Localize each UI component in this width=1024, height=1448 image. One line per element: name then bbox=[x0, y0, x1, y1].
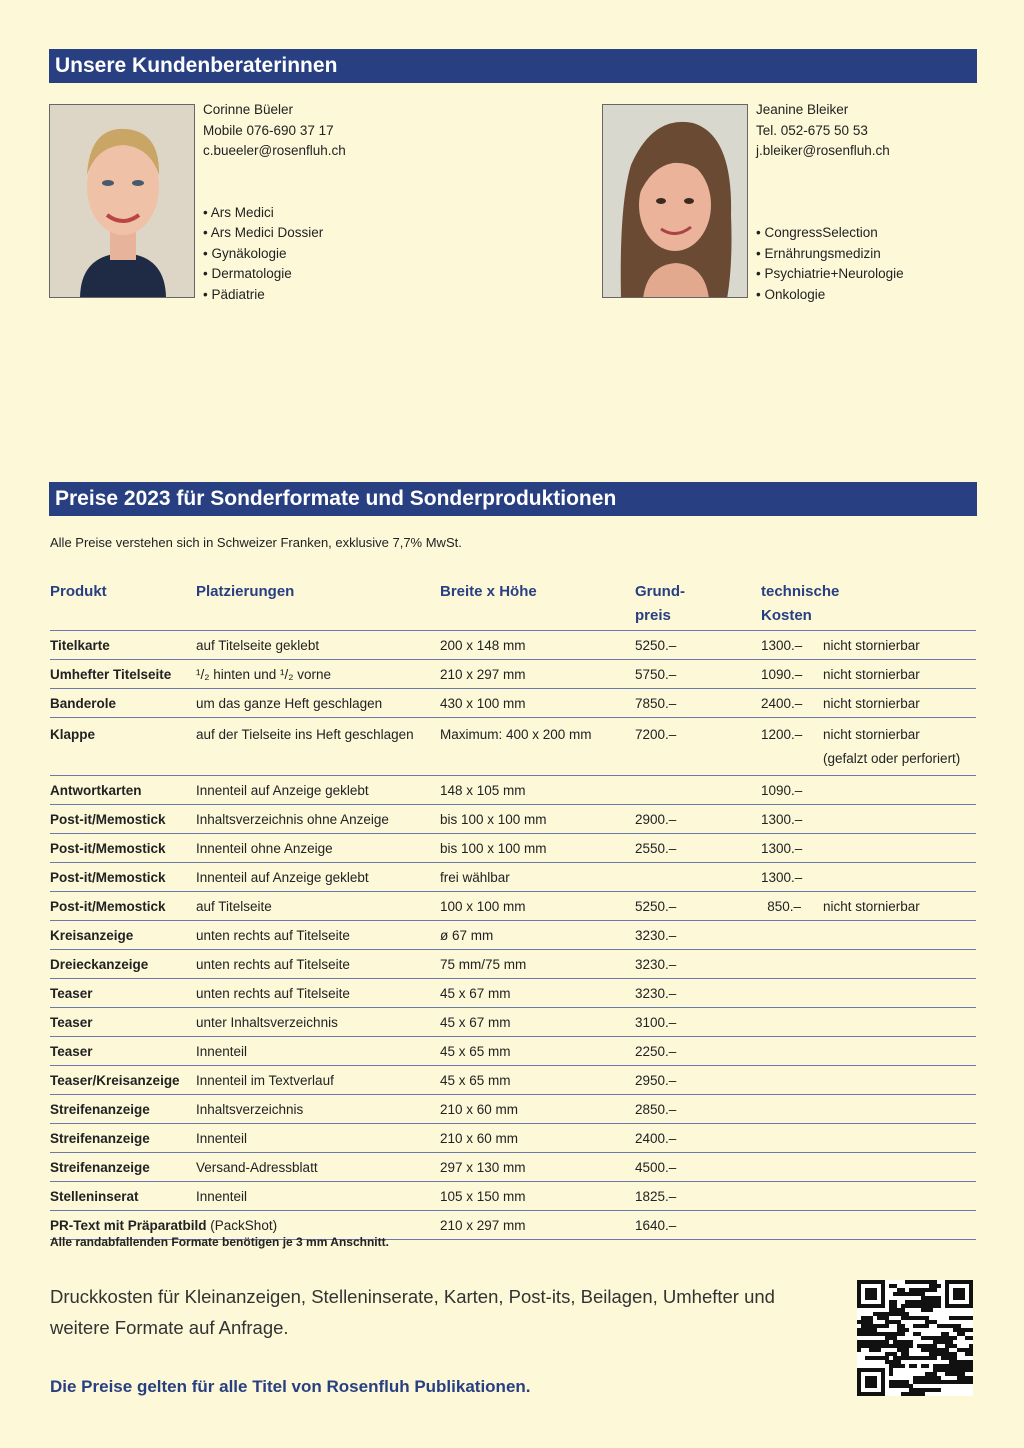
cell-base-price: 1825.– bbox=[635, 1182, 761, 1211]
cell-base-price: 3100.– bbox=[635, 1008, 761, 1037]
cell-product: Banderole bbox=[50, 689, 196, 718]
cell-tech-cost: 1300.– bbox=[761, 834, 823, 863]
cell-base-price bbox=[635, 776, 761, 805]
cell-placement: auf Titelseite geklebt bbox=[196, 631, 440, 660]
cell-tech-cost: 2400.– bbox=[761, 689, 823, 718]
cell-base-price: 3230.– bbox=[635, 950, 761, 979]
cell-tech-cost bbox=[761, 921, 823, 950]
cell-product: Titelkarte bbox=[50, 631, 196, 660]
cell-remark bbox=[823, 1182, 976, 1211]
cell-remark bbox=[823, 979, 976, 1008]
cell-placement: Versand-Adressblatt bbox=[196, 1153, 440, 1182]
cell-remark bbox=[823, 1211, 976, 1240]
cell-remark bbox=[823, 863, 976, 892]
cell-tech-cost bbox=[761, 1066, 823, 1095]
cell-size: bis 100 x 100 mm bbox=[440, 834, 635, 863]
cell-remark: nicht stornierbar bbox=[823, 892, 976, 921]
table-row bbox=[50, 1095, 976, 1124]
cell-product: Streifenanzeige bbox=[50, 1153, 196, 1182]
advisor-photo-bueeler bbox=[49, 104, 195, 298]
table-row bbox=[50, 689, 976, 718]
cell-remark bbox=[823, 834, 976, 863]
cell-placement: Inhaltsverzeichnis bbox=[196, 1095, 440, 1124]
cell-remark bbox=[823, 1095, 976, 1124]
cell-placement: Inhaltsverzeichnis ohne Anzeige bbox=[196, 805, 440, 834]
cell-tech-cost bbox=[761, 950, 823, 979]
cell-tech-cost: 850.– bbox=[761, 892, 823, 921]
col-header-product: Produkt bbox=[50, 578, 196, 631]
cell-product: Streifenanzeige bbox=[50, 1124, 196, 1153]
table-row bbox=[50, 979, 976, 1008]
cell-size: frei wählbar bbox=[440, 863, 635, 892]
table-row bbox=[50, 660, 976, 689]
advisor-name: Jeanine Bleiker bbox=[756, 102, 849, 117]
cell-remark bbox=[823, 1124, 976, 1153]
cell-size: 100 x 100 mm bbox=[440, 892, 635, 921]
advisor-contact-bueeler bbox=[203, 100, 346, 305]
cell-product: Teaser bbox=[50, 1037, 196, 1066]
advisor-title: • Onkologie bbox=[756, 286, 826, 302]
cell-tech-cost: 1300.– bbox=[761, 863, 823, 892]
cell-tech-cost: 1300.– bbox=[761, 631, 823, 660]
advisor-phone: Mobile 076-690 37 17 bbox=[203, 122, 334, 138]
prices-heading: Preise 2023 für Sonderformate und Sonderproduktionen bbox=[49, 482, 977, 516]
cell-tech-cost bbox=[761, 1124, 823, 1153]
cell-tech-cost bbox=[761, 1008, 823, 1037]
cell-product: Post-it/Memostick bbox=[50, 863, 196, 892]
advisor-email[interactable]: c.bueeler@rosenfluh.ch bbox=[203, 143, 346, 158]
bleed-footnote: Alle randabfallenden Formate benötigen je 3 mm Anschnitt. bbox=[50, 1235, 389, 1249]
cell-size: 200 x 148 mm bbox=[440, 631, 635, 660]
cell-base-price: 2400.– bbox=[635, 1124, 761, 1153]
cell-product: Post-it/Memostick bbox=[50, 834, 196, 863]
cell-remark: nicht stornierbar (gefalzt oder perforiert) bbox=[823, 718, 976, 776]
cell-tech-cost: 1300.– bbox=[761, 805, 823, 834]
cell-product: Umhefter Titelseite bbox=[50, 660, 196, 689]
col-header-tech-costs: technische Kosten bbox=[761, 578, 976, 631]
cell-remark bbox=[823, 950, 976, 979]
cell-size: 45 x 67 mm bbox=[440, 1008, 635, 1037]
cell-remark: nicht stornierbar bbox=[823, 660, 976, 689]
cell-base-price: 5250.– bbox=[635, 631, 761, 660]
table-row bbox=[50, 631, 976, 660]
cell-size: 210 x 297 mm bbox=[440, 1211, 635, 1240]
cell-placement: Innenteil bbox=[196, 1037, 440, 1066]
cell-base-price: 3230.– bbox=[635, 979, 761, 1008]
table-row bbox=[50, 1008, 976, 1037]
cell-size: bis 100 x 100 mm bbox=[440, 805, 635, 834]
advisor-title: • CongressSelection bbox=[756, 225, 878, 240]
cell-placement: Innenteil bbox=[196, 1182, 440, 1211]
table-row bbox=[50, 921, 976, 950]
cell-placement: unten rechts auf Titelseite bbox=[196, 950, 440, 979]
advisor-phone: Tel. 052-675 50 53 bbox=[756, 122, 868, 138]
cell-base-price: 2900.– bbox=[635, 805, 761, 834]
cell-placement: Innenteil im Textverlauf bbox=[196, 1066, 440, 1095]
cell-remark bbox=[823, 1037, 976, 1066]
advisor-email[interactable]: j.bleiker@rosenfluh.ch bbox=[756, 143, 890, 158]
table-row bbox=[50, 863, 976, 892]
table-row bbox=[50, 1066, 976, 1095]
cell-remark: nicht stornierbar bbox=[823, 689, 976, 718]
advisor-title: • Pädiatrie bbox=[203, 286, 265, 302]
cell-placement: Innenteil bbox=[196, 1124, 440, 1153]
cell-placement: auf der Tielseite ins Heft geschlagen bbox=[196, 718, 440, 776]
col-header-placement: Platzierungen bbox=[196, 578, 440, 631]
cell-product: Streifenanzeige bbox=[50, 1095, 196, 1124]
cell-remark bbox=[823, 921, 976, 950]
cell-product: Post-it/Memostick bbox=[50, 892, 196, 921]
cell-placement: Innenteil auf Anzeige geklebt bbox=[196, 776, 440, 805]
print-costs-note: Druckkosten für Kleinanzeigen, Stelleninserate, Karten, Post-its, Beilagen, Umhefter und weitere Formate auf Anfrage. bbox=[50, 1286, 775, 1338]
cell-base-price: 2250.– bbox=[635, 1037, 761, 1066]
cell-size: 210 x 60 mm bbox=[440, 1095, 635, 1124]
table-row bbox=[50, 805, 976, 834]
all-titles-note: Die Preise gelten für alle Titel von Rosenfluh Publikationen. bbox=[50, 1377, 531, 1396]
col-header-size: Breite x Höhe bbox=[440, 578, 635, 631]
cell-product: Post-it/Memostick bbox=[50, 805, 196, 834]
cell-tech-cost bbox=[761, 1211, 823, 1240]
cell-base-price: 2550.– bbox=[635, 834, 761, 863]
cell-remark bbox=[823, 776, 976, 805]
cell-placement: unter Inhaltsverzeichnis bbox=[196, 1008, 440, 1037]
cell-product: Stelleninserat bbox=[50, 1182, 196, 1211]
cell-size: 45 x 67 mm bbox=[440, 979, 635, 1008]
cell-placement: unten rechts auf Titelseite bbox=[196, 979, 440, 1008]
cell-product: Teaser/Kreisanzeige bbox=[50, 1066, 196, 1095]
advisor-title: • Gynäkologie bbox=[203, 245, 287, 261]
cell-product: Kreisanzeige bbox=[50, 921, 196, 950]
advisors-heading: Unsere Kundenberaterinnen bbox=[49, 49, 977, 83]
advisor-title: • Ars Medici bbox=[203, 204, 274, 220]
cell-tech-cost: 1090.– bbox=[761, 776, 823, 805]
cell-tech-cost bbox=[761, 1182, 823, 1211]
cell-placement: Innenteil auf Anzeige geklebt bbox=[196, 863, 440, 892]
currency-note: Alle Preise verstehen sich in Schweizer Franken, exklusive 7,7% MwSt. bbox=[50, 535, 462, 550]
cell-base-price: 5750.– bbox=[635, 660, 761, 689]
table-row bbox=[50, 776, 976, 805]
cell-base-price: 3230.– bbox=[635, 921, 761, 950]
cell-product: Dreieckanzeige bbox=[50, 950, 196, 979]
cell-size: 430 x 100 mm bbox=[440, 689, 635, 718]
advisor-contact-bleiker bbox=[756, 100, 904, 305]
cell-tech-cost: 1200.– bbox=[761, 718, 823, 776]
cell-product: Antwortkarten bbox=[50, 776, 196, 805]
cell-product: Teaser bbox=[50, 979, 196, 1008]
price-table-header bbox=[50, 578, 976, 631]
cell-placement: auf Titelseite bbox=[196, 892, 440, 921]
cell-placement: ¹/₂ hinten und ¹/₂ vorne bbox=[196, 660, 440, 689]
cell-size: 210 x 297 mm bbox=[440, 660, 635, 689]
advisor-photo-bleiker bbox=[602, 104, 748, 298]
cell-tech-cost: 1090.– bbox=[761, 660, 823, 689]
table-row bbox=[50, 1153, 976, 1182]
price-table bbox=[50, 578, 976, 1240]
table-row bbox=[50, 1037, 976, 1066]
cell-base-price: 2850.– bbox=[635, 1095, 761, 1124]
cell-remark bbox=[823, 805, 976, 834]
cell-remark bbox=[823, 1153, 976, 1182]
cell-base-price: 7200.– bbox=[635, 718, 761, 776]
cell-size: ø 67 mm bbox=[440, 921, 635, 950]
cell-size: 148 x 105 mm bbox=[440, 776, 635, 805]
table-row bbox=[50, 834, 976, 863]
qr-code-icon[interactable] bbox=[857, 1280, 973, 1396]
cell-product: Klappe bbox=[50, 718, 196, 776]
cell-remark: nicht stornierbar bbox=[823, 631, 976, 660]
table-row bbox=[50, 1182, 976, 1211]
cell-base-price bbox=[635, 863, 761, 892]
cell-product: PR-Text mit Präparatbild (PackShot) bbox=[50, 1211, 440, 1240]
advisor-title: • Ernährungsmedizin bbox=[756, 245, 881, 261]
col-header-base-price: Grund- preis bbox=[635, 578, 761, 631]
cell-size: 75 mm/75 mm bbox=[440, 950, 635, 979]
cell-placement: Innenteil ohne Anzeige bbox=[196, 834, 440, 863]
cell-base-price: 1640.– bbox=[635, 1211, 761, 1240]
cell-remark bbox=[823, 1066, 976, 1095]
cell-base-price: 4500.– bbox=[635, 1153, 761, 1182]
cell-size: 297 x 130 mm bbox=[440, 1153, 635, 1182]
advisor-title: • Ars Medici Dossier bbox=[203, 225, 324, 240]
cell-base-price: 7850.– bbox=[635, 689, 761, 718]
table-row bbox=[50, 1124, 976, 1153]
advisor-title: • Dermatologie bbox=[203, 266, 292, 281]
advisor-title: • Psychiatrie+Neurologie bbox=[756, 266, 904, 281]
cell-remark bbox=[823, 1008, 976, 1037]
cell-tech-cost bbox=[761, 1095, 823, 1124]
cell-tech-cost bbox=[761, 1037, 823, 1066]
cell-size: 45 x 65 mm bbox=[440, 1037, 635, 1066]
cell-base-price: 2950.– bbox=[635, 1066, 761, 1095]
cell-size: 210 x 60 mm bbox=[440, 1124, 635, 1153]
table-row bbox=[50, 950, 976, 979]
cell-size: 105 x 150 mm bbox=[440, 1182, 635, 1211]
cell-tech-cost bbox=[761, 979, 823, 1008]
table-row bbox=[50, 892, 976, 921]
cell-placement: unten rechts auf Titelseite bbox=[196, 921, 440, 950]
cell-size: 45 x 65 mm bbox=[440, 1066, 635, 1095]
cell-product: Teaser bbox=[50, 1008, 196, 1037]
cell-placement: um das ganze Heft geschlagen bbox=[196, 689, 440, 718]
advisor-name: Corinne Büeler bbox=[203, 102, 294, 117]
cell-size: Maximum: 400 x 200 mm bbox=[440, 718, 635, 776]
cell-tech-cost bbox=[761, 1153, 823, 1182]
table-row bbox=[50, 718, 976, 776]
cell-base-price: 5250.– bbox=[635, 892, 761, 921]
